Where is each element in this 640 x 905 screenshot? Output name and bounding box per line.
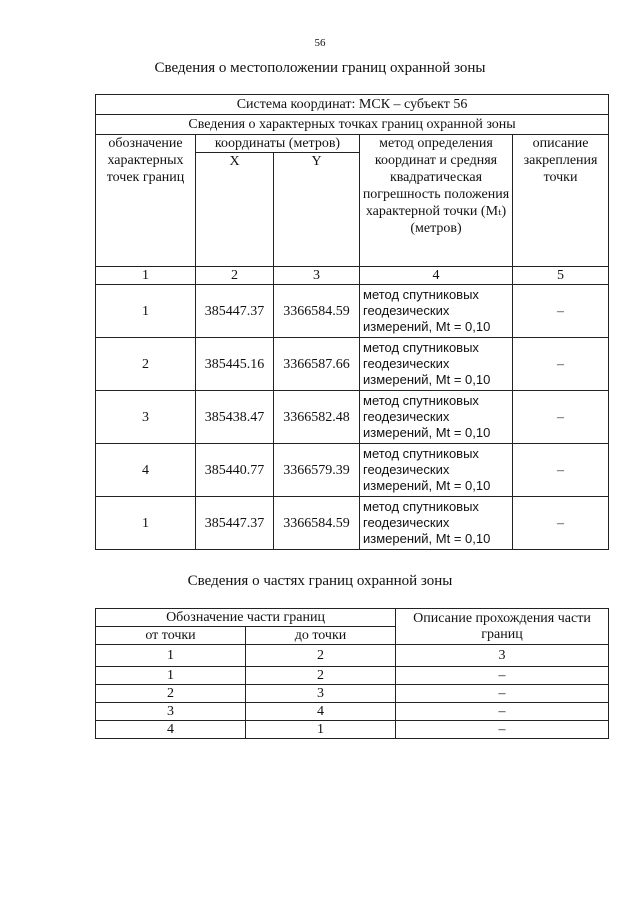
description-cell: –: [396, 721, 609, 739]
table-row: [96, 497, 609, 550]
column-number: 2: [246, 645, 396, 667]
from-cell: 3: [96, 703, 246, 721]
column-number: 4: [360, 267, 513, 285]
table-row: [96, 721, 609, 739]
from-cell: 4: [96, 721, 246, 739]
header-method: метод определения координат и средняя квадратическая погрешность положения характерной точки (Mₜ) (метров): [360, 135, 513, 267]
x-cell: 385438.47: [196, 391, 274, 444]
boundary-parts-table: [95, 608, 609, 739]
table-row: [96, 703, 609, 721]
point-cell: 1: [96, 497, 196, 550]
table-row: [96, 444, 609, 497]
description-cell: –: [513, 444, 609, 497]
description-cell: –: [396, 667, 609, 685]
point-cell: 1: [96, 285, 196, 338]
table-row: [96, 285, 609, 338]
coordinate-system-cell: Система координат: МСК – субъект 56: [96, 95, 609, 115]
y-cell: 3366582.48: [274, 391, 360, 444]
method-cell: метод спутниковых геодезических измерений, Mt = 0,10: [360, 285, 513, 338]
description-cell: –: [513, 497, 609, 550]
section-title: Сведения о частях границ охранной зоны: [187, 573, 453, 589]
from-cell: 2: [96, 685, 246, 703]
column-number: 2: [196, 267, 274, 285]
description-cell: –: [513, 285, 609, 338]
point-cell: 4: [96, 444, 196, 497]
from-cell: 1: [96, 667, 246, 685]
point-cell: 3: [96, 391, 196, 444]
to-cell: 3: [246, 685, 396, 703]
description-cell: –: [396, 703, 609, 721]
page-title: Сведения о местоположении границ охранной зоны: [154, 60, 486, 76]
header-point-designation: обозначение характерных точек границ: [96, 135, 196, 267]
header-from-point: от точки: [96, 627, 246, 645]
header-coordinates: координаты (метров): [196, 135, 360, 153]
header-description: описание закрепления точки: [513, 135, 609, 267]
page-number: 56: [314, 37, 326, 49]
table-row: [96, 338, 609, 391]
header-part-designation: Обозначение части границ: [96, 609, 396, 627]
method-cell: метод спутниковых геодезических измерений, Mt = 0,10: [360, 338, 513, 391]
column-number: 1: [96, 267, 196, 285]
table-subtitle-cell: Сведения о характерных точках границ охранной зоны: [96, 115, 609, 135]
x-cell: 385440.77: [196, 444, 274, 497]
y-cell: 3366584.59: [274, 497, 360, 550]
method-cell: метод спутниковых геодезических измерений, Mt = 0,10: [360, 391, 513, 444]
coordinates-table: [95, 94, 609, 550]
method-cell: метод спутниковых геодезических измерений, Mt = 0,10: [360, 497, 513, 550]
to-cell: 1: [246, 721, 396, 739]
table-row: [96, 391, 609, 444]
header-x: X: [196, 153, 274, 267]
column-number: 5: [513, 267, 609, 285]
method-cell: метод спутниковых геодезических измерений, Mt = 0,10: [360, 444, 513, 497]
header-y: Y: [274, 153, 360, 267]
y-cell: 3366584.59: [274, 285, 360, 338]
description-cell: –: [396, 685, 609, 703]
table-row: [96, 685, 609, 703]
column-number: 3: [274, 267, 360, 285]
header-part-description: Описание прохождения части границ: [396, 609, 609, 645]
point-cell: 2: [96, 338, 196, 391]
to-cell: 4: [246, 703, 396, 721]
x-cell: 385447.37: [196, 497, 274, 550]
column-number: 1: [96, 645, 246, 667]
to-cell: 2: [246, 667, 396, 685]
column-number: 3: [396, 645, 609, 667]
x-cell: 385447.37: [196, 285, 274, 338]
header-to-point: до точки: [246, 627, 396, 645]
x-cell: 385445.16: [196, 338, 274, 391]
description-cell: –: [513, 338, 609, 391]
description-cell: –: [513, 391, 609, 444]
y-cell: 3366579.39: [274, 444, 360, 497]
table-row: [96, 667, 609, 685]
y-cell: 3366587.66: [274, 338, 360, 391]
